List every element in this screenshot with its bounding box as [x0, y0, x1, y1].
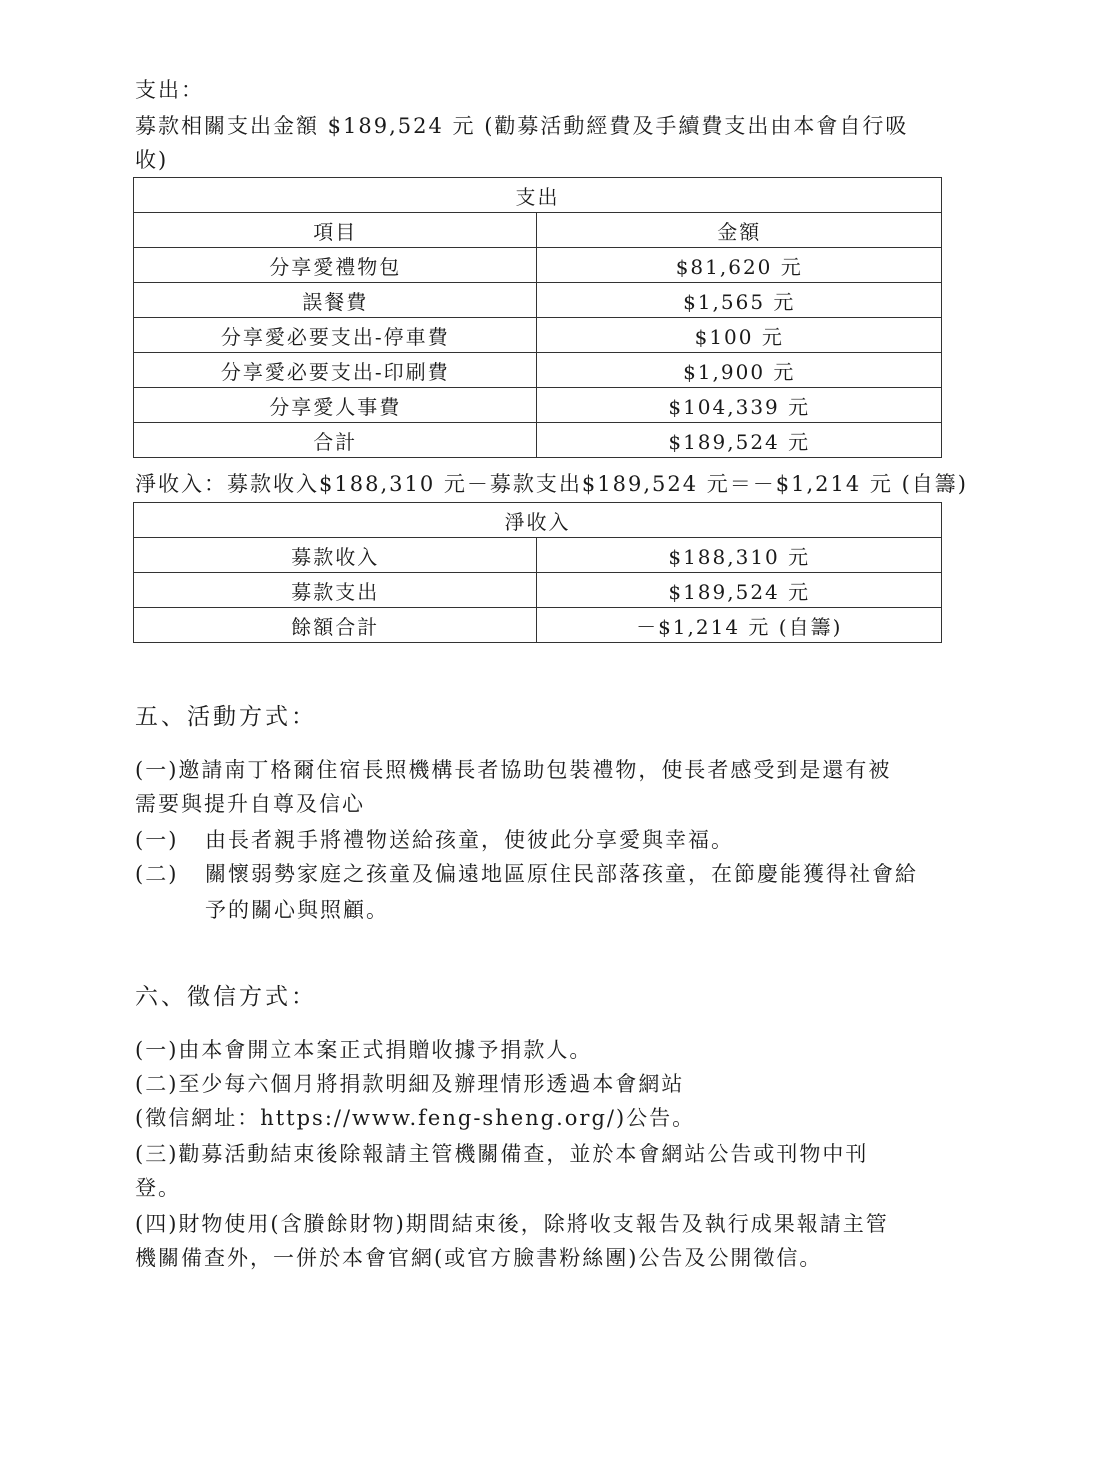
net-amount: $189,524 元: [537, 573, 942, 608]
expense-total-label: 合計: [134, 423, 537, 458]
section6-heading: 六、徵信方式：: [135, 984, 317, 1010]
table-row: [134, 608, 942, 643]
section6-paragraph2-line2: (徵信網址：https://www.feng-sheng.org/)公告。: [135, 1106, 696, 1130]
expense-description-line2: 收): [135, 148, 169, 172]
section6-paragraph4-line2: 機關備查外，一併於本會官網(或官方臉書粉絲團)公告及公開徵信。: [135, 1246, 823, 1270]
net-item: 募款收入: [134, 538, 537, 573]
section5-item-text-line2: 予的關心與照顧。: [205, 898, 389, 922]
section5-paragraph1-line1: (一)邀請南丁格爾住宿長照機構長者協助包裝禮物，使長者感受到是還有被: [135, 758, 892, 782]
expense-label: 支出：: [135, 78, 204, 102]
expense-table-title: 支出: [134, 178, 942, 213]
expense-table-header-amount: 金額: [537, 213, 942, 248]
net-income-table: [133, 502, 942, 643]
table-row: [134, 318, 942, 353]
section5-heading: 五、活動方式：: [135, 704, 317, 730]
expense-item: 分享愛必要支出-印刷費: [134, 353, 537, 388]
expense-item: 誤餐費: [134, 283, 537, 318]
table-row: [134, 353, 942, 388]
table-row: [134, 423, 942, 458]
expense-table-header-item: 項目: [134, 213, 537, 248]
net-balance-amount: －$1,214 元 (自籌): [537, 608, 942, 643]
net-amount: $188,310 元: [537, 538, 942, 573]
section6-paragraph1: (一)由本會開立本案正式捐贈收據予捐款人。: [135, 1038, 593, 1062]
expense-item: 分享愛人事費: [134, 388, 537, 423]
net-income-table-title: 淨收入: [134, 503, 942, 538]
section5-paragraph1-line2: 需要與提升自尊及信心: [135, 792, 365, 816]
net-balance-label: 餘額合計: [134, 608, 537, 643]
section5-item-number: (二): [135, 862, 179, 886]
table-row: [134, 248, 942, 283]
section5-item-text: 由長者親手將禮物送給孩童，使彼此分享愛與幸福。: [205, 828, 734, 852]
section5-item-number: (一): [135, 828, 179, 852]
expense-amount: $1,565 元: [537, 283, 942, 318]
expense-description-line1: 募款相關支出金額 $189,524 元 (勸募活動經費及手續費支出由本會自行吸: [135, 114, 909, 138]
section5-item-text-line1: 關懷弱勢家庭之孩童及偏遠地區原住民部落孩童，在節慶能獲得社會給: [205, 862, 918, 886]
expense-item: 分享愛禮物包: [134, 248, 537, 283]
expense-table: [133, 177, 942, 458]
table-row: [134, 388, 942, 423]
table-row: [134, 538, 942, 573]
net-income-summary: 淨收入：募款收入$188,310 元－募款支出$189,524 元＝－$1,214 元 (自籌): [135, 472, 968, 496]
expense-amount: $104,339 元: [537, 388, 942, 423]
section6-paragraph2-line1: (二)至少每六個月將捐款明細及辦理情形透過本會網站: [135, 1072, 685, 1096]
expense-amount: $1,900 元: [537, 353, 942, 388]
section6-paragraph4-line1: (四)財物使用(含賸餘財物)期間結束後，除將收支報告及執行成果報請主管: [135, 1212, 889, 1236]
expense-amount: $81,620 元: [537, 248, 942, 283]
table-row: [134, 283, 942, 318]
expense-total-amount: $189,524 元: [537, 423, 942, 458]
expense-item: 分享愛必要支出-停車費: [134, 318, 537, 353]
section6-paragraph3-line1: (三)勸募活動結束後除報請主管機關備查，並於本會網站公告或刊物中刊: [135, 1142, 869, 1166]
section6-paragraph3-line2: 登。: [135, 1176, 181, 1200]
net-item: 募款支出: [134, 573, 537, 608]
table-row: [134, 573, 942, 608]
expense-amount: $100 元: [537, 318, 942, 353]
